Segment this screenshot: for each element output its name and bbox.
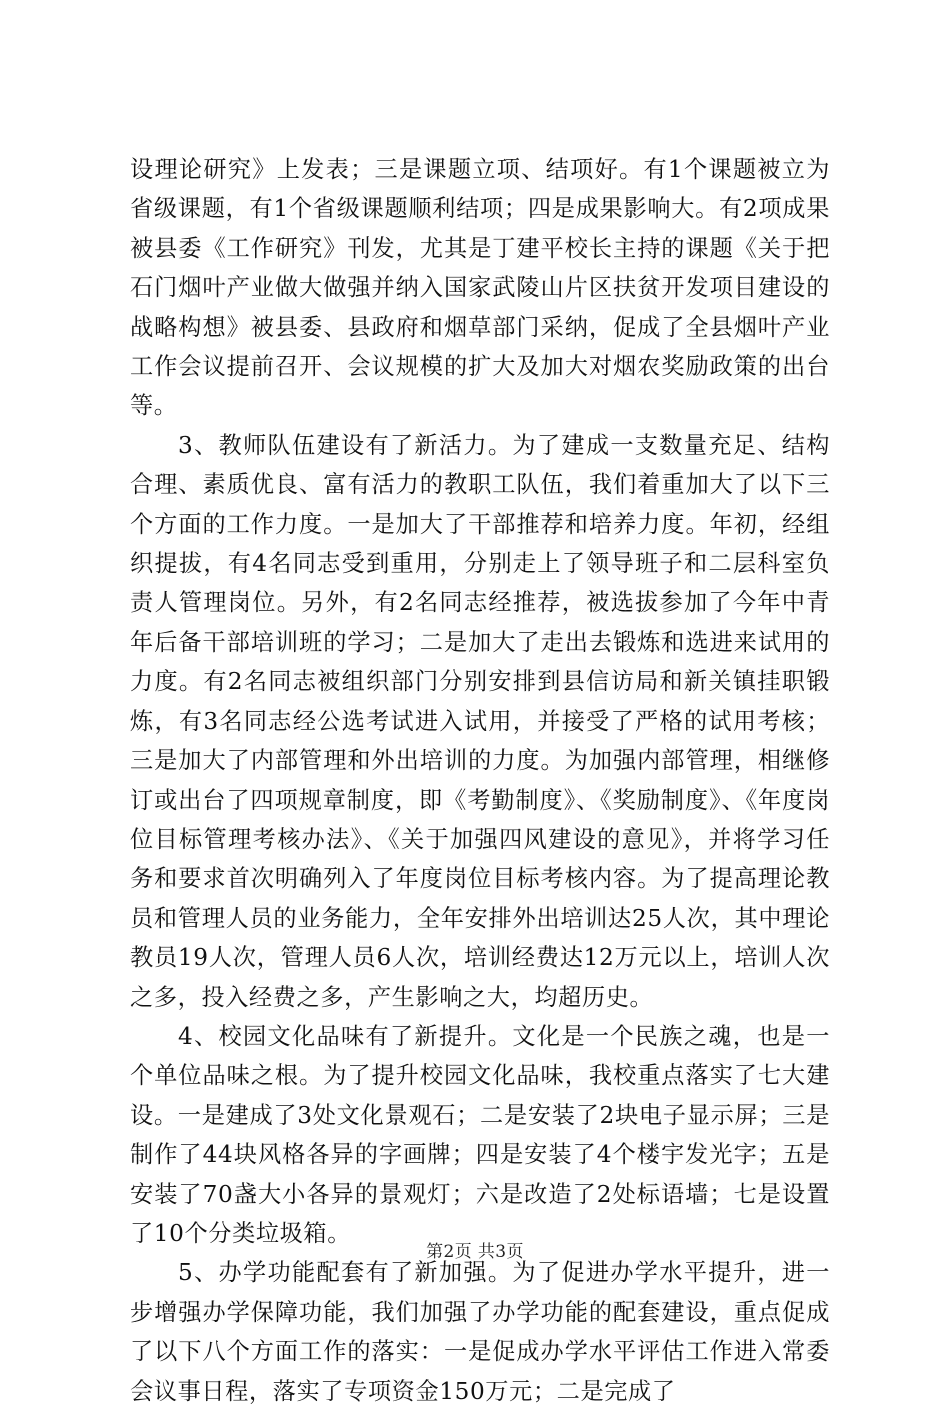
paragraph-continuation: 设理论研究》上发表；三是课题立项、结项好。有1个课题被立为省级课题，有1个省级课题顺利结项；四是成果影响大。有2项成果被县委《工作研究》刊发，尤其是丁建平校长主持的课题《关于把石门烟叶产业做大做强并纳入国家武陵山片区扶贫开发项目建设的战略构想》被县委、县政府和烟草部门采纳，促成了全县烟叶产业工作会议提前召开、会议规模的扩大及加大对烟农奖励政策的出台等。 [130,156,830,420]
paragraph-teacher-team: 3、教师队伍建设有了新活力。为了建成一支数量充足、结构合理、素质优良、富有活力的教职工队伍，我们着重加大了以下三个方面的工作力度。一是加大了干部推荐和培养力度。年初，经组织提拔，有4名同志受到重用，分别走上了领导班子和二层科室负责人管理岗位。另外，有2名同志经推荐，被选拔参加了今年中青年后备干部培训班的学习；二是加大了走出去锻炼和选进来试用的力度。有2名同志被组织部门分别安排到县信访局和新关镇挂职锻炼，有3名同志经公选考试进入试用，并接受了严格的试用考核；三是加大了内部管理和外出培训的力度。为加强内部管理，相继修订或出台了四项规章制度，即《考勤制度》、《奖励制度》、《年度岗位目标管理考核办法》、《关于加强四风建设的意见》，并将学习任务和要求首次明确列入了年度岗位目标考核内容。为了提高理论教员和管理人员的业务能力，全年安排外出培训达25人次，其中理论教员19人次，管理人员6人次，培训经费达12万元以上，培训人次之多，投入经费之多，产生影响之大，均超历史。 [130,431,830,1011]
paragraph-campus-culture: 4、校园文化品味有了新提升。文化是一个民族之魂，也是一个单位品味之根。为了提升校园文化品味，我校重点落实了七大建设。一是建成了3处文化景观石；二是安装了2块电子显示屏；三是制作了44块风格各异的字画牌；四是安装了4个楼宇发光字；五是安装了70盏大小各异的景观灯；六是改造了2处标语墙；七是设置了10个分类垃圾箱。 [130,1022,830,1247]
document-body [130,150,830,1411]
page-footer: 第2页 共3页 [426,1242,524,1262]
paragraph-school-function: 5、办学功能配套有了新加强。为了促进办学水平提升，进一步增强办学保障功能，我们加强了办学功能的配套建设，重点促成了以下八个方面工作的落实：一是促成办学水平评估工作进入常委会议事日程，落实了专项资金150万元；二是完成了 [130,1259,830,1405]
